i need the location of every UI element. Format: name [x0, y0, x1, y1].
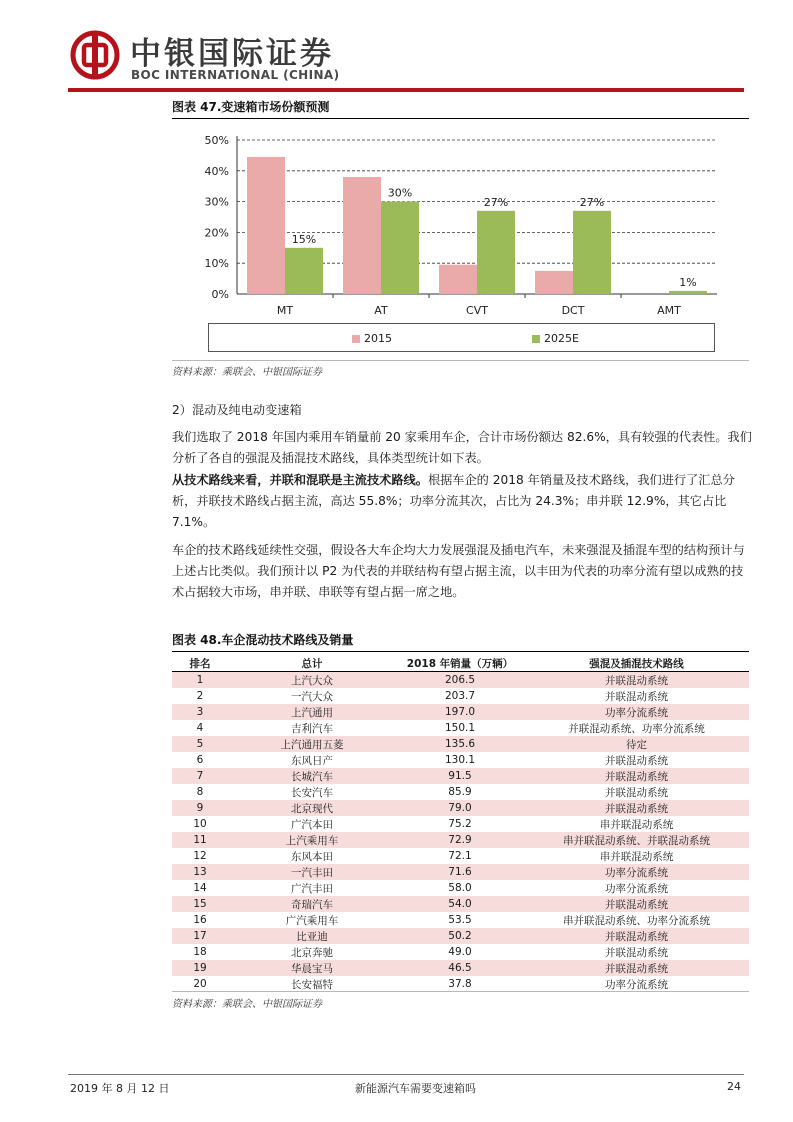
y-tick-label: 30% — [204, 195, 229, 209]
cell-company: 一汽大众 — [291, 690, 333, 703]
cell-sales: 79.0 — [396, 800, 524, 816]
cell-company: 北京现代 — [228, 800, 396, 816]
cell-sales: 91.5 — [396, 768, 524, 784]
table-row — [172, 752, 749, 768]
cell-rank: 12 — [193, 850, 207, 862]
cell-company: 吉利汽车 — [291, 722, 333, 735]
cell-sales: 197.0 — [396, 704, 524, 720]
cell-company: 长安汽车 — [291, 786, 333, 799]
table-row — [172, 768, 749, 784]
paragraph-2-body: 根据车企的 2018 年销量及技术路线，我们进行了汇总分析，并联技术路线占据主流，高达 55.8%；功率分流其次，占比为 24.3%；串并联 12.9%，其它占比 7.1%。 — [172, 473, 735, 529]
bar-2025e-mt — [285, 248, 323, 294]
legend-item-2025e — [532, 332, 579, 345]
cell-sales: 37.8 — [448, 978, 472, 990]
cell-tech-route: 并联混动系统 — [524, 768, 749, 784]
cell-tech-route: 并联混动系统、功率分流系统 — [568, 722, 705, 735]
logo-chinese-name: 中银国际证券 — [130, 36, 334, 72]
section-heading: 2）混动及纯电动变速箱 — [172, 403, 302, 417]
figure48-source: 资料来源：乘联会、中银国际证券 — [172, 999, 322, 1010]
table-row — [172, 736, 749, 752]
cell-company: 东风日产 — [291, 754, 333, 767]
table-row — [172, 928, 749, 944]
legend-label-2015: 2015 — [364, 332, 392, 345]
cell-rank: 19 — [172, 960, 228, 976]
cell-rank: 5 — [172, 736, 228, 752]
paragraph-2 — [172, 470, 752, 533]
footer-rule — [68, 1074, 744, 1075]
footer-title: 新能源汽车需要变速箱吗 — [355, 1082, 476, 1095]
cell-sales: 58.0 — [448, 882, 472, 894]
cell-tech-route: 并联混动系统 — [524, 896, 749, 912]
figure48-top-rule — [172, 651, 749, 652]
cell-sales: 46.5 — [396, 960, 524, 976]
table-row — [172, 816, 749, 832]
cell-rank: 11 — [172, 832, 228, 848]
cell-tech-route: 功率分流系统 — [605, 978, 668, 991]
logo-english-name: BOC INTERNATIONAL (CHINA) — [131, 68, 340, 82]
cell-rank: 20 — [193, 978, 207, 990]
col-header-tech-route: 强混及插混技术路线 — [524, 655, 749, 672]
x-tick-label: AMT — [657, 304, 681, 317]
cell-company: 上汽大众 — [228, 672, 396, 689]
cell-rank: 17 — [172, 928, 228, 944]
cell-rank: 15 — [172, 896, 228, 912]
cell-tech-route: 功率分流系统 — [605, 882, 668, 895]
bar-2015-mt — [247, 157, 285, 294]
table-row — [172, 960, 749, 976]
cell-company: 上汽乘用车 — [228, 832, 396, 848]
cell-tech-route: 并联混动系统 — [524, 928, 749, 944]
cell-sales: 72.1 — [448, 850, 472, 862]
cell-company: 广汽本田 — [291, 818, 333, 831]
cell-rank: 9 — [172, 800, 228, 816]
cell-tech-route: 并联混动系统 — [605, 946, 668, 959]
cell-sales: 206.5 — [396, 672, 524, 689]
cell-sales: 50.2 — [396, 928, 524, 944]
cell-tech-route: 并联混动系统 — [605, 754, 668, 767]
table-row — [172, 832, 749, 848]
paragraph-2-lead: 从技术路线来看，并联和混联是主流技术路线。 — [172, 473, 428, 487]
cell-tech-route: 功率分流系统 — [524, 704, 749, 720]
cell-company: 东风本田 — [291, 850, 333, 863]
cell-company: 上汽通用五菱 — [228, 736, 396, 752]
cell-sales: 71.6 — [396, 864, 524, 880]
boc-logo-icon — [70, 30, 120, 80]
figure48-title: 图表 48.车企混动技术路线及销量 — [172, 633, 354, 647]
paragraph-1: 我们选取了 2018 年国内乘用车销量前 20 家乘用车企，合计市场份额达 82.6%，具有较强的代表性。我们分析了各自的强混及插混技术路线，具体类型统计如下表。 — [172, 430, 752, 465]
footer-date: 2019 年 8 月 12 日 — [70, 1082, 170, 1095]
table-row — [172, 784, 749, 800]
cell-rank: 1 — [172, 672, 228, 689]
figure47-top-rule — [172, 118, 749, 119]
figure48-bottom-rule — [172, 991, 749, 992]
data-label: 15% — [291, 232, 317, 246]
legend-label-2025e: 2025E — [544, 332, 579, 345]
cell-rank: 14 — [193, 882, 207, 894]
cell-company: 长安福特 — [291, 978, 333, 991]
cell-rank: 2 — [196, 690, 204, 702]
cell-tech-route: 并联混动系统 — [605, 690, 668, 703]
bar-2025e-cvt — [477, 211, 515, 294]
cell-tech-route: 并联混动系统 — [605, 786, 668, 799]
cell-rank: 4 — [196, 722, 204, 734]
table-row — [172, 944, 749, 960]
cell-rank: 18 — [193, 946, 207, 958]
bar-2015-at — [343, 177, 381, 294]
bar-2025e-at — [381, 202, 419, 294]
cell-company: 长城汽车 — [228, 768, 396, 784]
cell-tech-route: 功率分流系统 — [524, 864, 749, 880]
table-row — [172, 880, 749, 896]
page-number: 24 — [727, 1080, 741, 1093]
figure47-title: 图表 47.变速箱市场份额预测 — [172, 100, 330, 114]
x-tick-label: MT — [276, 304, 294, 317]
cell-rank: 6 — [196, 754, 204, 766]
cell-tech-route: 并联混动系统 — [524, 960, 749, 976]
cell-sales: 130.1 — [444, 754, 476, 766]
bar-2025e-dct — [573, 211, 611, 294]
cell-sales: 49.0 — [448, 946, 472, 958]
bar-2025e-amt — [669, 291, 707, 294]
cell-company: 一汽丰田 — [228, 864, 396, 880]
cell-tech-route: 并联混动系统 — [524, 672, 749, 689]
cell-sales: 53.5 — [448, 914, 472, 926]
table-row — [172, 720, 749, 736]
cell-company: 广汽乘用车 — [285, 914, 339, 927]
y-tick-label: 50% — [204, 134, 229, 147]
cell-company: 上汽通用 — [228, 704, 396, 720]
cell-sales: 54.0 — [396, 896, 524, 912]
cell-sales: 150.1 — [444, 722, 476, 734]
legend-swatch-2015 — [352, 335, 360, 343]
cell-company: 奇瑞汽车 — [228, 896, 396, 912]
sales-table — [172, 655, 749, 992]
x-tick-label: DCT — [561, 304, 585, 317]
cell-rank: 16 — [193, 914, 207, 926]
legend-item-2015 — [352, 332, 392, 345]
figure47-source: 资料来源：乘联会、中银国际证券 — [172, 367, 322, 378]
chart-legend — [208, 323, 715, 352]
data-label: 27% — [579, 195, 605, 209]
figure47-bottom-rule — [172, 360, 749, 361]
col-header-rank: 排名 — [172, 655, 228, 672]
header-rule — [68, 88, 744, 92]
table-row — [172, 976, 749, 992]
legend-swatch-2025e — [532, 335, 540, 343]
table-row — [172, 672, 749, 689]
cell-rank: 7 — [172, 768, 228, 784]
x-tick-label: AT — [374, 304, 388, 317]
data-label: 27% — [483, 195, 509, 209]
data-label: 1% — [679, 275, 697, 289]
table-row — [172, 896, 749, 912]
bar-2015-cvt — [439, 265, 477, 294]
y-tick-label: 20% — [204, 226, 229, 240]
paragraph-3: 车企的技术路线延续性交强，假设各大车企均大力发展强混及插电汽车，未来强混及插混车型的结构预计与上述占比类似。我们预计以 P2 为代表的并联结构有望占据主流，以丰田为代表的功率分流有望以成熟的技术占据较大市场，串并联、串联等有望占据一席之地。 — [172, 543, 745, 599]
cell-sales: 203.7 — [444, 690, 476, 702]
col-header-company: 总计 — [228, 655, 396, 672]
cell-sales: 75.2 — [448, 818, 472, 830]
cell-rank: 8 — [196, 786, 204, 798]
table-row — [172, 688, 749, 704]
cell-rank: 13 — [172, 864, 228, 880]
table-row — [172, 800, 749, 816]
cell-tech-route: 待定 — [524, 736, 749, 752]
cell-company: 比亚迪 — [228, 928, 396, 944]
table-header-row — [172, 655, 749, 672]
cell-tech-route: 串并联混动系统 — [599, 818, 674, 831]
col-header-sales: 2018 年销量（万辆） — [396, 655, 524, 672]
y-tick-label: 0% — [211, 288, 229, 301]
cell-tech-route: 并联混动系统 — [524, 800, 749, 816]
cell-company: 华晨宝马 — [228, 960, 396, 976]
y-tick-label: 40% — [204, 164, 229, 178]
cell-company: 广汽丰田 — [291, 882, 333, 895]
bar-2015-dct — [535, 271, 573, 294]
x-tick-label: CVT — [466, 304, 488, 317]
cell-sales: 85.9 — [448, 786, 472, 798]
y-tick-label: 10% — [204, 257, 229, 271]
cell-tech-route: 串并联混动系统、并联混动系统 — [524, 832, 749, 848]
cell-rank: 3 — [172, 704, 228, 720]
cell-rank: 10 — [193, 818, 207, 830]
cell-tech-route: 串并联混动系统、功率分流系统 — [563, 914, 710, 927]
cell-sales: 72.9 — [396, 832, 524, 848]
cell-sales: 135.6 — [396, 736, 524, 752]
data-label: 30% — [387, 186, 413, 200]
table-row — [172, 912, 749, 928]
cell-tech-route: 串并联混动系统 — [599, 850, 674, 863]
table-row — [172, 704, 749, 720]
table-row — [172, 864, 749, 880]
cell-company: 北京奔驰 — [291, 946, 333, 959]
table-row — [172, 848, 749, 864]
